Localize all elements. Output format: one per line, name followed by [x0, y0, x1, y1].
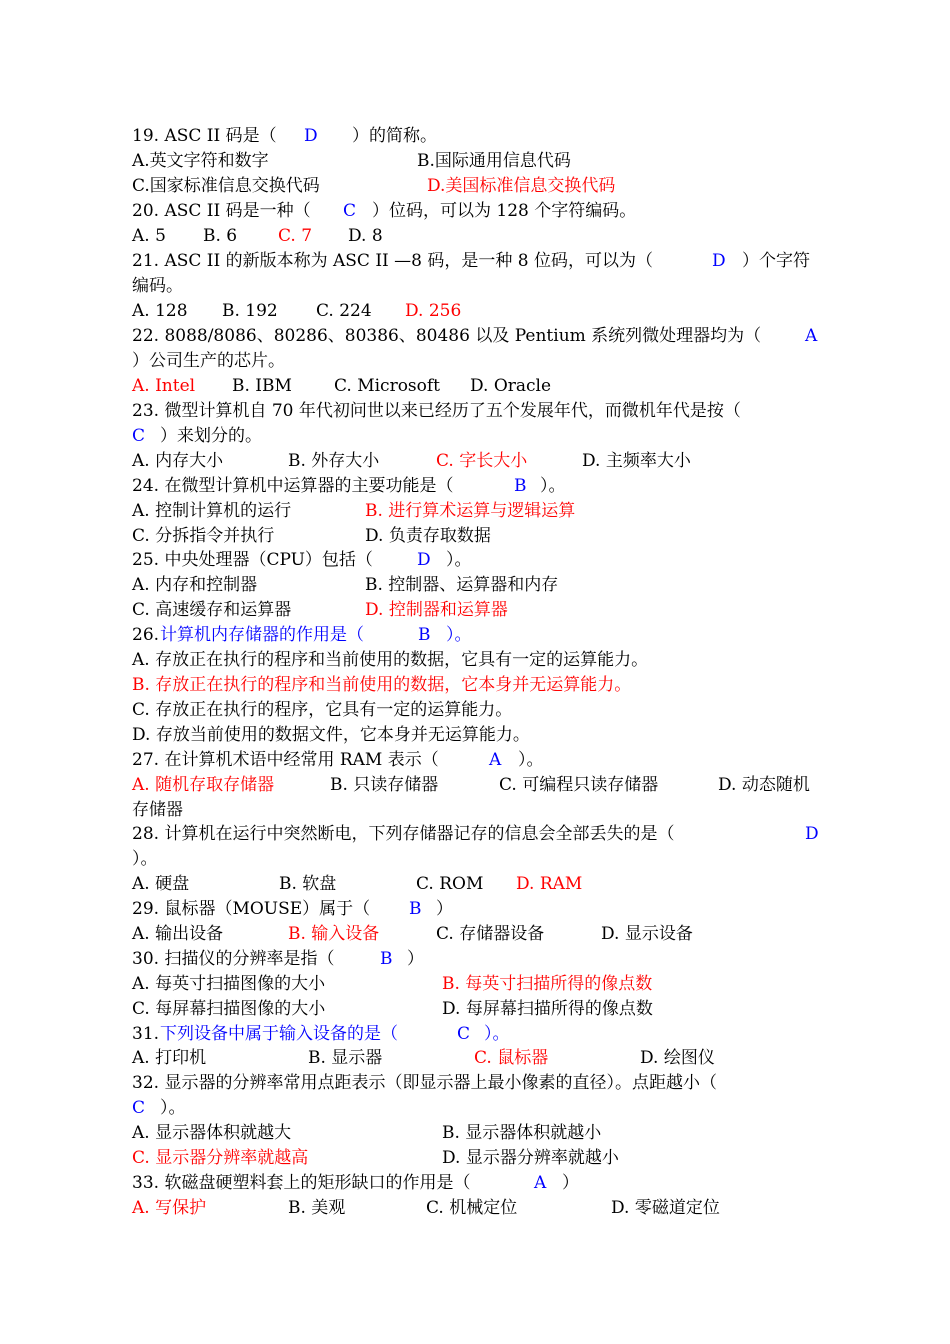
option-a: A. 硬盘	[132, 874, 190, 894]
answer-key: B	[409, 899, 422, 919]
option-a: A. 控制计算机的运行	[132, 501, 292, 521]
option-d-correct: D.美国标准信息交换代码	[427, 176, 616, 196]
question-21	[132, 249, 810, 273]
option-d-correct: D. 256	[405, 301, 462, 321]
question-22	[132, 324, 818, 348]
option-d-correct: D. 控制器和运算器	[365, 600, 508, 620]
question-33	[132, 1171, 579, 1195]
question-continuation: 存储器	[132, 800, 183, 820]
option-d: D. 绘图仪	[640, 1048, 715, 1068]
question-23	[132, 399, 741, 423]
option-a: A. 显示器体积就越大	[132, 1123, 292, 1143]
option-c: C. 机械定位	[426, 1198, 518, 1218]
answer-key: B	[380, 949, 393, 969]
option-b-correct: B. 进行算术运算与逻辑运算	[365, 501, 576, 521]
option-b: B. 外存大小	[288, 451, 380, 471]
option-a: A. 5	[132, 226, 166, 246]
question-continuation: ）公司生产的芯片。	[132, 351, 285, 371]
question-29	[132, 897, 453, 921]
option-c: C. Microsoft	[334, 376, 441, 396]
question-tail: ）	[407, 949, 424, 969]
question-stem: 19. ASC II 码是（	[132, 126, 277, 146]
answer-key: D	[712, 251, 726, 271]
question-stem: 计算机内存储器的作用是（	[160, 625, 364, 645]
option-b: B. 控制器、运算器和内存	[365, 575, 559, 595]
question-tail: ）。	[518, 750, 544, 770]
question-32	[132, 1071, 717, 1095]
option-b-correct: B. 每英寸扫描所得的像点数	[442, 974, 653, 994]
option-b-correct: B. 存放正在执行的程序和当前使用的数据，它本身并无运算能力。	[132, 675, 632, 695]
question-stem: 24. 在微型计算机中运算器的主要功能是（	[132, 476, 454, 496]
option-b: B. 192	[222, 301, 278, 321]
answer-key: D	[304, 126, 318, 146]
question-stem: 28. 计算机在运行中突然断电，下列存储器记存的信息会全部丢失的是（	[132, 824, 675, 844]
option-a: A. 128	[132, 301, 188, 321]
option-a-correct: A. Intel	[132, 376, 196, 396]
option-c: C. ROM	[416, 874, 484, 894]
option-c-correct: C. 7	[278, 226, 313, 246]
option-b-correct: B. 输入设备	[288, 924, 380, 944]
answer-key: C	[343, 201, 357, 221]
question-stem: 下列设备中属于输入设备的是（	[160, 1024, 398, 1044]
option-d: D. 显示设备	[601, 924, 693, 944]
option-a: A.英文字符和数字	[132, 151, 269, 171]
question-tail: ）个字符	[742, 251, 810, 271]
question-tail: ）的简称。	[352, 126, 437, 146]
answer-key: C	[457, 1024, 471, 1044]
option-a: A. 输出设备	[132, 924, 224, 944]
question-continuation	[132, 1096, 186, 1120]
option-c: C. 高速缓存和运算器	[132, 600, 292, 620]
option-b: B. 显示器体积就越小	[442, 1123, 602, 1143]
question-stem: 30. 扫描仪的分辨率是指（	[132, 949, 335, 969]
option-a-correct: A. 写保护	[132, 1198, 207, 1218]
question-19	[132, 124, 437, 148]
option-a: A. 内存和控制器	[132, 575, 258, 595]
option-b: B. 只读存储器	[330, 775, 439, 795]
option-d-correct: D. RAM	[516, 874, 583, 894]
question-number: 31.	[132, 1024, 160, 1044]
option-d: D. 零磁道定位	[611, 1198, 720, 1218]
question-tail: ）。	[446, 625, 472, 645]
option-c: C. 存放正在执行的程序，它具有一定的运算能力。	[132, 700, 513, 720]
answer-key: D	[805, 824, 819, 844]
option-d: D. 显示器分辨率就越小	[442, 1148, 619, 1168]
option-a-correct: A. 随机存取存储器	[132, 775, 275, 795]
option-b: B. IBM	[232, 376, 292, 396]
option-c: C. 每屏幕扫描图像的大小	[132, 999, 326, 1019]
question-stem: 21. ASC II 的新版本称为 ASC II —8 码，是一种 8 位码，可以为（	[132, 251, 654, 271]
question-stem: 27. 在计算机术语中经常用 RAM 表示（	[132, 750, 439, 770]
question-continuation: ）。	[132, 849, 158, 869]
question-number: 26.	[132, 625, 160, 645]
question-continuation: 编码。	[132, 276, 183, 296]
question-stem: 20. ASC II 码是一种（	[132, 201, 311, 221]
question-tail: ）来划分的。	[160, 426, 262, 446]
question-tail: ）。	[484, 1024, 510, 1044]
question-28	[132, 822, 819, 846]
option-d: D. 8	[348, 226, 383, 246]
option-a: A. 内存大小	[132, 451, 224, 471]
answer-key: D	[417, 550, 431, 570]
option-d: D. 负责存取数据	[365, 526, 491, 546]
question-tail: ）。	[540, 476, 566, 496]
question-25	[132, 548, 472, 572]
answer-key: C	[132, 426, 146, 446]
question-tail: ）	[436, 899, 453, 919]
option-a: A. 存放正在执行的程序和当前使用的数据，它具有一定的运算能力。	[132, 650, 649, 670]
answer-key: A	[534, 1173, 547, 1193]
answer-key: C	[132, 1098, 146, 1118]
question-tail: ）位码，可以为 128 个字符编码。	[372, 201, 637, 221]
option-b: B. 6	[203, 226, 238, 246]
option-c: C. 存储器设备	[436, 924, 545, 944]
option-c-correct: C. 鼠标器	[474, 1048, 549, 1068]
question-stem: 23. 微型计算机自 70 年代初问世以来已经历了五个发展年代，而微机年代是按（	[132, 401, 741, 421]
answer-key: B	[514, 476, 527, 496]
option-d: D. 每屏幕扫描所得的像点数	[442, 999, 653, 1019]
question-stem: 25. 中央处理器（CPU）包括（	[132, 550, 373, 570]
option-d: D. 主频率大小	[582, 451, 691, 471]
option-d: D. Oracle	[470, 376, 552, 396]
option-c: C.国家标准信息交换代码	[132, 176, 320, 196]
option-b: B. 软盘	[279, 874, 337, 894]
answer-key: A	[805, 326, 818, 346]
question-tail: ）。	[446, 550, 472, 570]
answer-key: A	[489, 750, 502, 770]
question-continuation	[132, 424, 262, 448]
option-c: C. 分拆指令并执行	[132, 526, 275, 546]
question-stem: 33. 软磁盘硬塑料套上的矩形缺口的作用是（	[132, 1173, 471, 1193]
question-stem: 29. 鼠标器（MOUSE）属于（	[132, 899, 371, 919]
question-31	[132, 1022, 510, 1046]
option-d: D. 存放当前使用的数据文件，它本身并无运算能力。	[132, 725, 530, 745]
option-a: A. 打印机	[132, 1048, 207, 1068]
question-27	[132, 748, 544, 772]
question-26	[132, 623, 472, 647]
question-24	[132, 474, 566, 498]
option-c: C. 224	[316, 301, 372, 321]
option-b: B. 美观	[288, 1198, 346, 1218]
question-20	[132, 199, 637, 223]
option-c: C. 可编程只读存储器	[499, 775, 659, 795]
question-stem: 22. 8088/8086、80286、80386、80486 以及 Pentium 系统列微处理器均为（	[132, 326, 762, 346]
option-b: B.国际通用信息代码	[417, 151, 571, 171]
option-b: B. 显示器	[308, 1048, 383, 1068]
question-tail: ）。	[160, 1098, 186, 1118]
answer-key: B	[418, 625, 431, 645]
question-30	[132, 947, 424, 971]
option-a: A. 每英寸扫描图像的大小	[132, 974, 326, 994]
option-c-correct: C. 字长大小	[436, 451, 528, 471]
option-d: D. 动态随机	[718, 775, 810, 795]
question-stem: 32. 显示器的分辨率常用点距表示（即显示器上最小像素的直径）。点距越小（	[132, 1073, 717, 1093]
option-c-correct: C. 显示器分辨率就越高	[132, 1148, 309, 1168]
question-tail: ）	[562, 1173, 579, 1193]
